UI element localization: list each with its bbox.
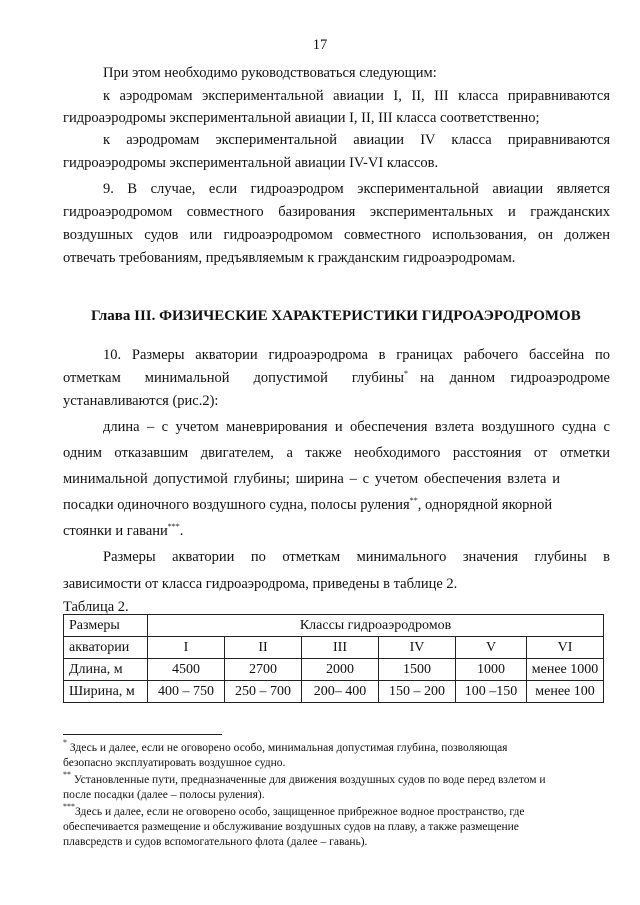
- para10-line: 10. Размеры акватории гидроаэродрома в границах рабочего бассейна по: [103, 347, 610, 363]
- intro-line: к аэродромам экспериментальной авиации I, II, III класса приравниваются: [103, 88, 610, 104]
- footnote-line: плавсредств и судов вспомогательного флота (далее – гавань).: [63, 836, 368, 848]
- class-cell: III: [302, 637, 379, 659]
- class-cell: II: [225, 637, 302, 659]
- word: гидроаэродроме: [510, 370, 610, 386]
- intro-line: 9. В случае, если гидроаэродром экспериментальной авиации является: [103, 181, 610, 197]
- intro-line: гидроаэродромы экспериментальной авиации I, II, III класса соответственно;: [63, 110, 540, 126]
- word: на: [420, 370, 435, 386]
- para10-line2-end: [420, 369, 610, 387]
- word: минимальной: [144, 370, 230, 386]
- table-cell: 1000: [456, 659, 527, 681]
- table-cell: менее 1000: [527, 659, 604, 681]
- table-cell: 100 –150: [456, 681, 527, 703]
- para10-line: [63, 369, 610, 387]
- class-cell: V: [456, 637, 527, 659]
- length-line: одним отказавшим двигателем, а также необходимого расстояния от отметки: [63, 445, 610, 461]
- table-cell: 1500: [379, 659, 456, 681]
- intro-line: гидроаэродромы экспериментальной авиации IV-VI классов.: [63, 155, 439, 171]
- table-caption: Таблица 2.: [63, 599, 129, 615]
- footnote-line: безопасно эксплуатировать воздушное судно.: [63, 757, 286, 769]
- table-intro-line: Размеры акватории по отметкам минимального значения глубины в: [103, 549, 610, 565]
- intro-line: При этом необходимо руководствоваться следующим:: [103, 65, 437, 81]
- length-line: минимальной допустимой глубины; ширина – с учетом обеспечения взлета и: [63, 471, 560, 487]
- hydro-aerodrome-sizes-table: [63, 614, 604, 703]
- table-class-row: [64, 637, 604, 659]
- landing-line: [63, 496, 552, 514]
- intro-line: к аэродромам экспериментальной авиации IV класса приравниваются: [103, 132, 610, 148]
- class-cell: I: [148, 637, 225, 659]
- footnote-mark: **: [63, 770, 71, 779]
- length-line: длина – с учетом маневрирования и обеспечения взлета воздушного судна с: [103, 419, 610, 435]
- harbor-line: [63, 522, 183, 540]
- table-cell: менее 100: [527, 681, 604, 703]
- header-sizes: Размеры: [64, 615, 148, 637]
- footnote-text: Здесь и далее, если не оговорено особо, защищенное прибрежное водное пространство, где: [75, 806, 525, 818]
- class-cell: VI: [527, 637, 604, 659]
- harbor-text: стоянки и гавани: [63, 523, 168, 539]
- table-header-row: [64, 615, 604, 637]
- word: отметкам: [63, 370, 121, 386]
- landing-text-end: , однорядной якорной: [417, 497, 553, 513]
- footnote-line: после посадки (далее – полосы руления).: [63, 789, 265, 801]
- harbor-text-end: .: [179, 523, 184, 539]
- word: допустимой: [253, 370, 328, 386]
- word: глубины*: [351, 369, 408, 386]
- table-cell: 400 – 750: [148, 681, 225, 703]
- table-row: [64, 681, 604, 703]
- chapter-heading: Глава III. ФИЗИЧЕСКИЕ ХАРАКТЕРИСТИКИ ГИДРОАЭРОДРОМОВ: [91, 308, 581, 324]
- intro-line: гидроаэродромом совместного базирования экспериментальных и гражданских: [63, 204, 610, 220]
- table-cell: 250 – 700: [225, 681, 302, 703]
- footnote-text: Установленные пути, предназначенные для движения воздушных судов по воде перед взлетом и: [73, 774, 546, 786]
- row-label: Ширина, м: [64, 681, 148, 703]
- footnote-divider: [63, 734, 222, 735]
- table-row: [64, 659, 604, 681]
- table-cell: 4500: [148, 659, 225, 681]
- table-cell: 2000: [302, 659, 379, 681]
- footnote-mark: **: [409, 496, 418, 505]
- footnote-line: обеспечивается размещение и обслуживание воздушных судов на плаву, а также размещение: [63, 821, 519, 833]
- footnote-mark: ***: [63, 802, 75, 811]
- footnote-text: Здесь и далее, если не оговорено особо, минимальная допустимая глубина, позволяющая: [69, 742, 508, 754]
- footnote-line: [63, 738, 508, 756]
- table-cell: 200– 400: [302, 681, 379, 703]
- word: данном: [449, 370, 496, 386]
- footnote-line: [63, 770, 546, 788]
- header-area: акватории: [64, 637, 148, 659]
- page-number: 17: [312, 37, 328, 53]
- table-cell: 150 – 200: [379, 681, 456, 703]
- table-cell: 2700: [225, 659, 302, 681]
- footnote-mark: ***: [167, 522, 180, 531]
- footnote-mark: *: [403, 369, 408, 378]
- class-cell: IV: [379, 637, 456, 659]
- para10-line: устанавливаются (рис.2):: [63, 393, 219, 409]
- intro-line: воздушных судов или гидроаэродромом совместного использования, он должен: [63, 227, 610, 243]
- table-intro-line: зависимости от класса гидроаэродрома, приведены в таблице 2.: [63, 576, 458, 592]
- header-classes-group: Классы гидроаэродромов: [148, 615, 604, 637]
- row-label: Длина, м: [64, 659, 148, 681]
- landing-text: посадки одиночного воздушного судна, полосы руления: [63, 497, 410, 513]
- intro-line: отвечать требованиям, предъявляемым к гражданским гидроаэродромам.: [63, 250, 516, 266]
- footnote-line: [63, 802, 525, 820]
- para10-line2-start: [63, 369, 408, 387]
- footnote-mark: *: [63, 738, 67, 747]
